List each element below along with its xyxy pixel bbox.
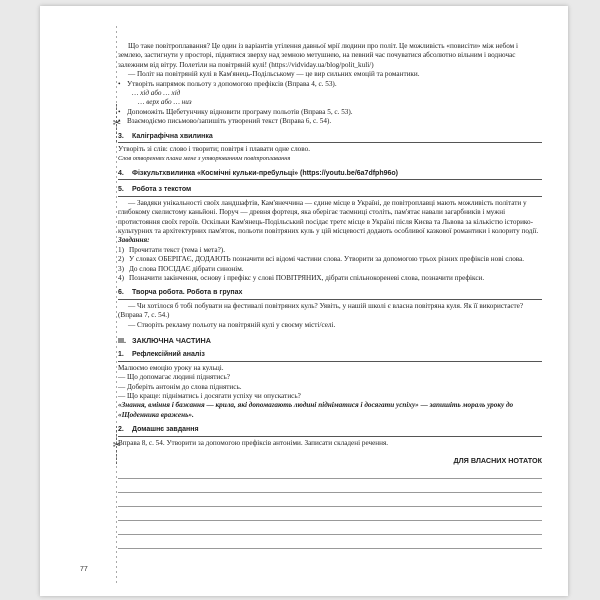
- part-number: III.: [118, 335, 126, 345]
- intro-quote: — Політ на повітряній кулі в Кам'янець-Подільському — це вир сильних емоцій та романтики.: [128, 70, 420, 79]
- page-number: 77: [80, 566, 88, 573]
- section-number: 3.: [118, 132, 124, 140]
- section-number: 5.: [118, 186, 124, 194]
- section-heading: [118, 185, 542, 196]
- notes-heading: ДЛЯ ВЛАСНИХ НОТАТОК: [453, 456, 542, 466]
- list-subitem: … хід або … хід: [132, 89, 181, 98]
- section-heading: [118, 425, 542, 436]
- scissors-icon: ✂: [112, 118, 122, 129]
- section-heading: [118, 288, 542, 299]
- section-heading: [118, 350, 542, 361]
- list-item: 1) Прочитати текст (тема і мета?).: [118, 245, 225, 254]
- note-line[interactable]: [118, 465, 542, 479]
- list-item: 2) У словах ОБЕРІГАЄ, ДОДАЮТЬ позначити всі відомі частини слова. Утворити за допомогою трьох різних префіксів нові слова.: [118, 255, 525, 264]
- section-title: Домашнє завдання: [132, 426, 199, 434]
- section-title: Каліграфічна хвилинка: [132, 132, 213, 140]
- list-item: 3) До слова ПОСІДАЄ дібрати синонім.: [118, 264, 244, 273]
- reflection-line: — Що допомагає людині піднятись?: [118, 373, 230, 382]
- note-line[interactable]: [118, 479, 542, 493]
- list-item: 4) Позначити закінчення, основу і префікс у слові ПОВІТРЯНИХ, дібрати спільнокореневі слова, позначити префікси.: [118, 273, 485, 282]
- page-content: [118, 42, 542, 549]
- section-title: Рефлексійний аналіз: [132, 351, 205, 359]
- note-line[interactable]: [118, 493, 542, 507]
- note-line[interactable]: [118, 521, 542, 535]
- part-title: ЗАКЛЮЧНА ЧАСТИНА: [132, 335, 211, 345]
- workbook-page: [40, 6, 568, 596]
- section-title: Робота з текстом: [132, 186, 192, 194]
- section-heading: [118, 132, 542, 143]
- reading-text: — Завдяки унікальності своїх ландшафтів, Кам'янеччина — єдине місце в Україні, де повітроплавці мають можливість політати у глибокому скелистому каньйоні. Поруч — древня фортеця, яка оберігає таємниці століть, пам'ятає навали загарбників і мужні протистояння своїх героїв. Оскільки Кам'янець-Подільський посідає третє місце в Україні після Києва та Львова за кількістю історико-культурних та архітектурних пам'яток, польоти повітряних куль у цій місцевості додають особливої казкової романтики і колориту події.: [118, 198, 539, 235]
- notes-area: [118, 465, 542, 549]
- creative-task: — Чи хотілося б тобі побувати на фестивалі повітряних куль? Уявіть, у нашій школі є власна повітряна куля. Як її використаєте? (Вправа 7, с. 54.): [118, 301, 524, 320]
- calligraphy-sample: Слов отвореннях плана мене з утворюванням повітроплавання: [118, 155, 291, 163]
- section-number: 1.: [118, 351, 124, 359]
- list-subitem: … верх або … низ: [138, 98, 192, 107]
- note-line[interactable]: [118, 535, 542, 549]
- list-item: • Утворіть напрямок польоту з допомогою префіксів (Вправа 4, с. 53).: [118, 80, 542, 89]
- scissors-icon: ✂: [112, 440, 122, 451]
- section-number: 6.: [118, 289, 124, 297]
- reflection-line: — Доберіть антонім до слова піднятись.: [118, 382, 242, 391]
- note-line[interactable]: [118, 507, 542, 521]
- section-title: Творча робота. Робота в групах: [132, 289, 243, 297]
- list-item: • Взаємодіємо письмово/запишіть утворений текст (Вправа 6, с. 54).: [118, 117, 542, 126]
- tasks-list: [118, 246, 542, 284]
- homework-text: Вправа 8, с. 54. Утворити за допомогою префіксів антоніми. Записати складені речення.: [118, 438, 389, 447]
- section-number: 2.: [118, 426, 124, 434]
- section-title: Фізкультхвилинка «Космічні кульки-пребульці» (https://youtu.be/6a7dfph96o): [132, 169, 398, 177]
- section-heading: [118, 169, 542, 180]
- section-number: 4.: [118, 169, 124, 177]
- reflection-line: Малюємо емоцію уроку на кульці.: [118, 363, 224, 372]
- tasks-label: Завдання:: [118, 236, 150, 245]
- list-item: • Допоможіть Щебетунчику відновити програму польотів (Вправа 5, с. 53).: [118, 108, 542, 117]
- creative-task: — Створіть рекламу польоту на повітряній кулі у своєму місті/селі.: [128, 320, 336, 329]
- calligraphy-task: Утворіть зі слів: слово і творити; повітря і плавати одне слово.: [118, 145, 311, 154]
- part-heading: [118, 336, 542, 345]
- reflection-line: — Що краще: підніматись і досягати успіху чи опускатись?: [118, 392, 301, 400]
- intro-paragraph: Що таке повітроплавання? Це один із варіантів утілення давньої мрії людини про політ. Це можливість «повисіти» між небом і землею, застигнути у просторі, піднятися зверху над земною метушнею, на певний час почуватися абсолютно вільним і водночас залежним від вітру. Полетіли на повітряній кулі! (https://vidviday.ua/blog/polit_kuli/): [118, 42, 518, 69]
- lesson-moral: «Знання, вміння і бажання — крила, які допомагають людині підніматися і досягати успіху» — запишіть мораль уроку до «Щоденника вражень».: [118, 401, 514, 419]
